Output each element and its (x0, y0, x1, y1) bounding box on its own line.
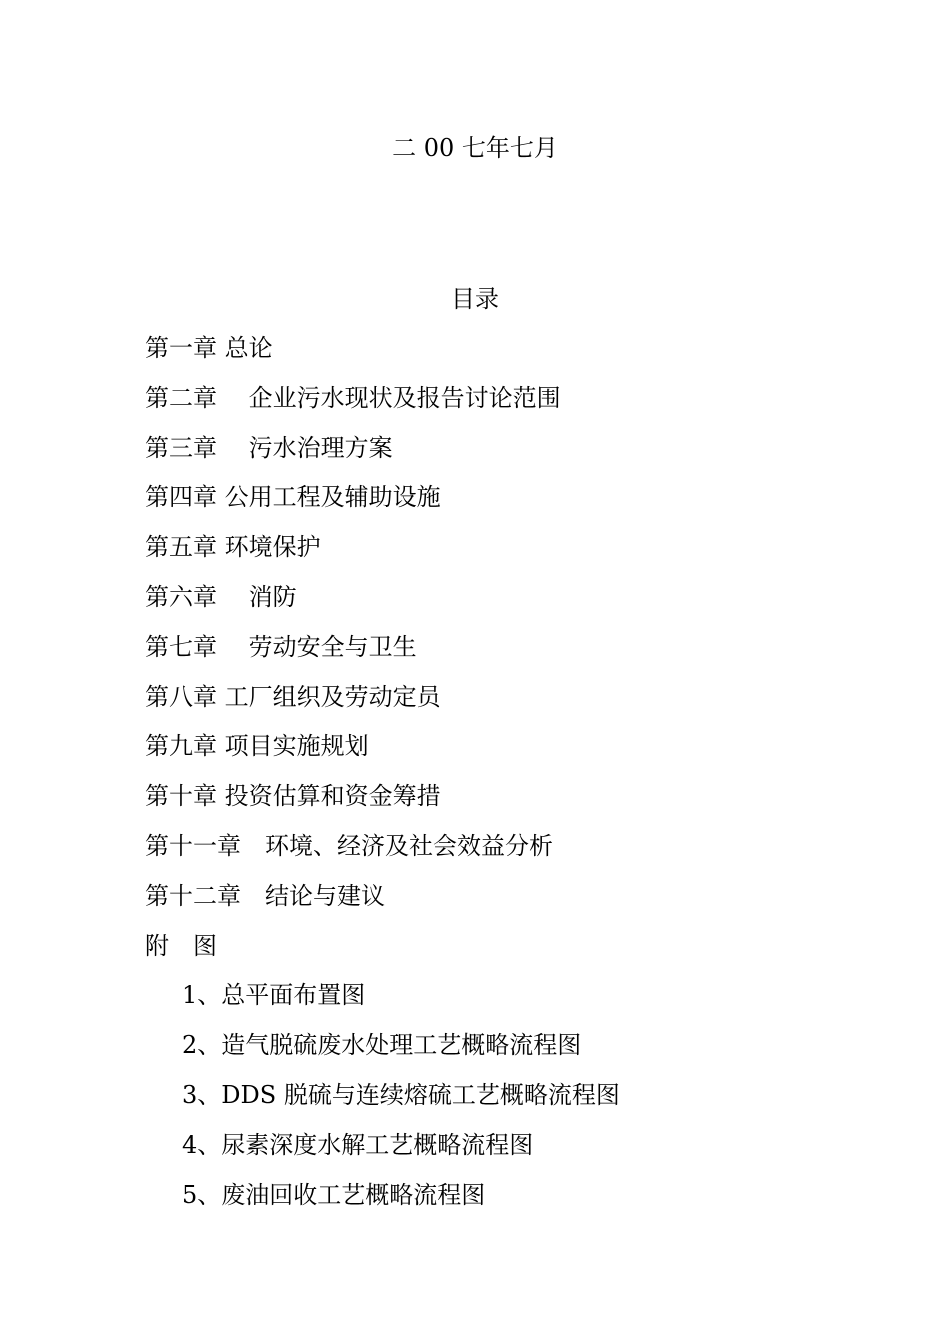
toc-chapter-10: 第十章 投资估算和资金筹措 (145, 782, 441, 811)
toc-chapter-5: 第五章 环境保护 (145, 533, 321, 562)
toc-chapter-7: 第七章 劳动安全与卫生 (145, 632, 417, 661)
toc-chapter-8: 第八章 工厂组织及劳动定员 (145, 682, 441, 711)
toc-figure-3: 3、DDS 脱硫与连续熔硫工艺概略流程图 (182, 1080, 620, 1109)
toc-figure-2: 2、造气脱硫废水处理工艺概略流程图 (182, 1031, 582, 1060)
toc-figure-4: 4、尿素深度水解工艺概略流程图 (182, 1130, 534, 1159)
toc-chapter-6: 第六章 消防 (145, 582, 297, 611)
toc-list (145, 330, 905, 1226)
date-line: 二 00 七年七月 (392, 134, 558, 162)
toc-chapter-2: 第二章 企业污水现状及报告讨论范围 (145, 383, 561, 412)
toc-chapter-12: 第十二章 结论与建议 (145, 881, 385, 910)
toc-chapter-1: 第一章 总论 (145, 334, 273, 362)
toc-appendix-heading: 附 图 (145, 931, 217, 960)
toc-title: 目录 (451, 285, 499, 313)
toc-chapter-9: 第九章 项目实施规划 (145, 732, 369, 761)
toc-chapter-11: 第十一章 环境、经济及社会效益分析 (145, 831, 553, 860)
toc-figure-1: 1、总平面布置图 (182, 981, 366, 1010)
toc-figure-5: 5、废油回收工艺概略流程图 (182, 1180, 486, 1209)
toc-chapter-3: 第三章 污水治理方案 (145, 433, 393, 462)
toc-chapter-4: 第四章 公用工程及辅助设施 (145, 483, 441, 512)
